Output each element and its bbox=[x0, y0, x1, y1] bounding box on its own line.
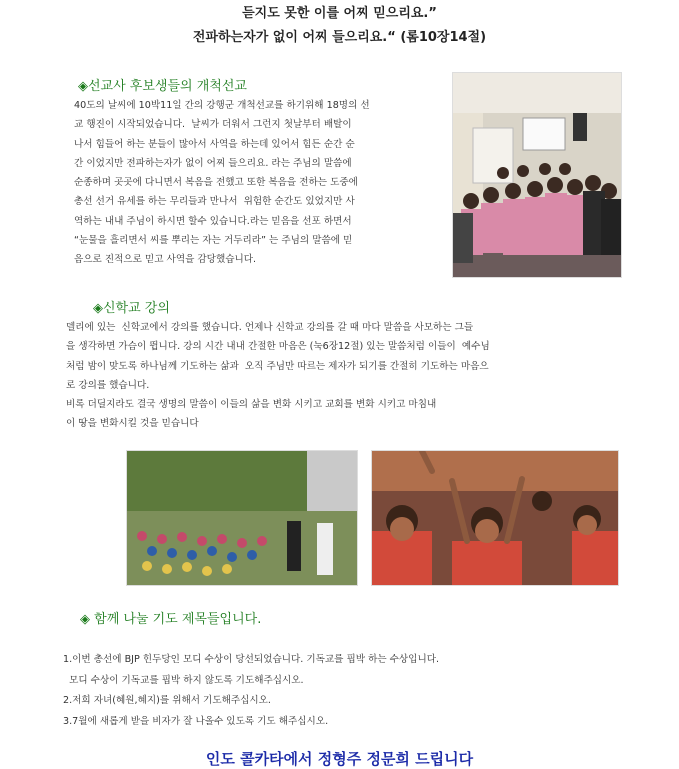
section2-body bbox=[66, 318, 616, 434]
section1-body bbox=[74, 96, 446, 270]
paragraph-line: 총선 선거 유세를 하는 무리들과 만나서 위험한 순간도 있었지만 사 bbox=[74, 196, 355, 208]
classroom-photo bbox=[452, 72, 622, 278]
paragraph-line: 이 땅을 변화시킬 것을 믿습니다 bbox=[66, 418, 199, 430]
prayer-item: 3.7월에 새롭게 받을 비자가 잘 나올수 있도록 기도 해주십시오. bbox=[63, 715, 329, 727]
children-prayer-photo bbox=[371, 450, 619, 586]
paragraph-line: 간 이었지만 전파하는자가 없이 어찌 들으리요. 라는 주님의 말씀에 bbox=[74, 157, 352, 169]
paragraph-line: 델리에 있는 신학교에서 강의를 했습니다. 언제나 신학교 강의를 갈 때 마다 말씀을 사모하는 그들 bbox=[66, 322, 474, 333]
quote-line-1: 듣지도 못한 이를 어찌 믿으리요.” bbox=[242, 6, 437, 21]
paragraph-line: 을 생각하면 가슴이 뜁니다. 강의 시간 내내 간절한 마음은 (눅6장12절) 있는 말씀처럼 이들이 예수님 bbox=[66, 341, 490, 353]
quote-line-2: 전파하는자가 없이 어찌 들으리요.“ (롬10장14절) bbox=[192, 30, 487, 45]
paragraph-line: 로 강의를 했습니다. bbox=[66, 379, 150, 391]
section-title-prayer: ◈ 함께 나눌 기도 제목들입니다. bbox=[80, 612, 262, 627]
paragraph-line: 교 행진이 시작되었습니다. 날씨가 더워서 그런지 첫날부터 배탈이 bbox=[74, 119, 352, 131]
prayer-item: 2.저희 자녀(혜원,혜지)를 위해서 기도해주십시오. bbox=[63, 695, 271, 706]
prayer-item: 1.이번 총선에 BJP 힌두당인 모디 수상이 당선되었습니다. 기독교를 핍박 하는 수상입니다. bbox=[63, 654, 440, 665]
footer-signature: 인도 콜카타에서 정형주 정문희 드립니다 bbox=[205, 750, 474, 768]
paragraph-line: 40도의 날씨에 10박11일 간의 강행군 개척선교를 하기위해 18명의 선 bbox=[74, 100, 370, 111]
paragraph-line: 순종하며 곳곳에 다니면서 복음을 전했고 또한 복음을 전하는 도중에 bbox=[74, 177, 358, 189]
paragraph-line: 비록 더딜지라도 결국 생명의 말씀이 이들의 삶을 변화 시키고 교회를 변화 시키고 마침내 bbox=[66, 399, 437, 411]
section-title-seminary: ◈신학교 강의 bbox=[93, 301, 170, 316]
paragraph-line: 나서 힘들어 하는 분들이 많아서 사역을 하는데 있어서 힘든 순간 순 bbox=[74, 138, 355, 150]
paragraph-line: 역하는 내내 주님이 하시면 할수 있습니다.라는 믿음을 선포 하면서 bbox=[74, 215, 352, 227]
prayer-item: 모디 수상이 기독교를 핍박 하지 않도록 기도해주십시오. bbox=[63, 674, 304, 686]
paragraph-line: “눈물을 흘리면서 씨를 뿌리는 자는 거두리라” 는 주님의 말씀에 믿 bbox=[74, 235, 353, 247]
paragraph-line: 음으로 진적으로 믿고 사역을 감당했습니다. bbox=[74, 254, 257, 266]
section-title-missionary: ◈선교사 후보생들의 개척선교 bbox=[78, 79, 247, 94]
prayer-list bbox=[63, 650, 623, 732]
paragraph-line: 처럼 밤이 맞도록 하나님께 기도하는 삶과 오직 주님만 따르는 제자가 되기를 간절히 기도하는 마음으 bbox=[66, 360, 489, 372]
outdoor-gathering-photo bbox=[126, 450, 358, 586]
